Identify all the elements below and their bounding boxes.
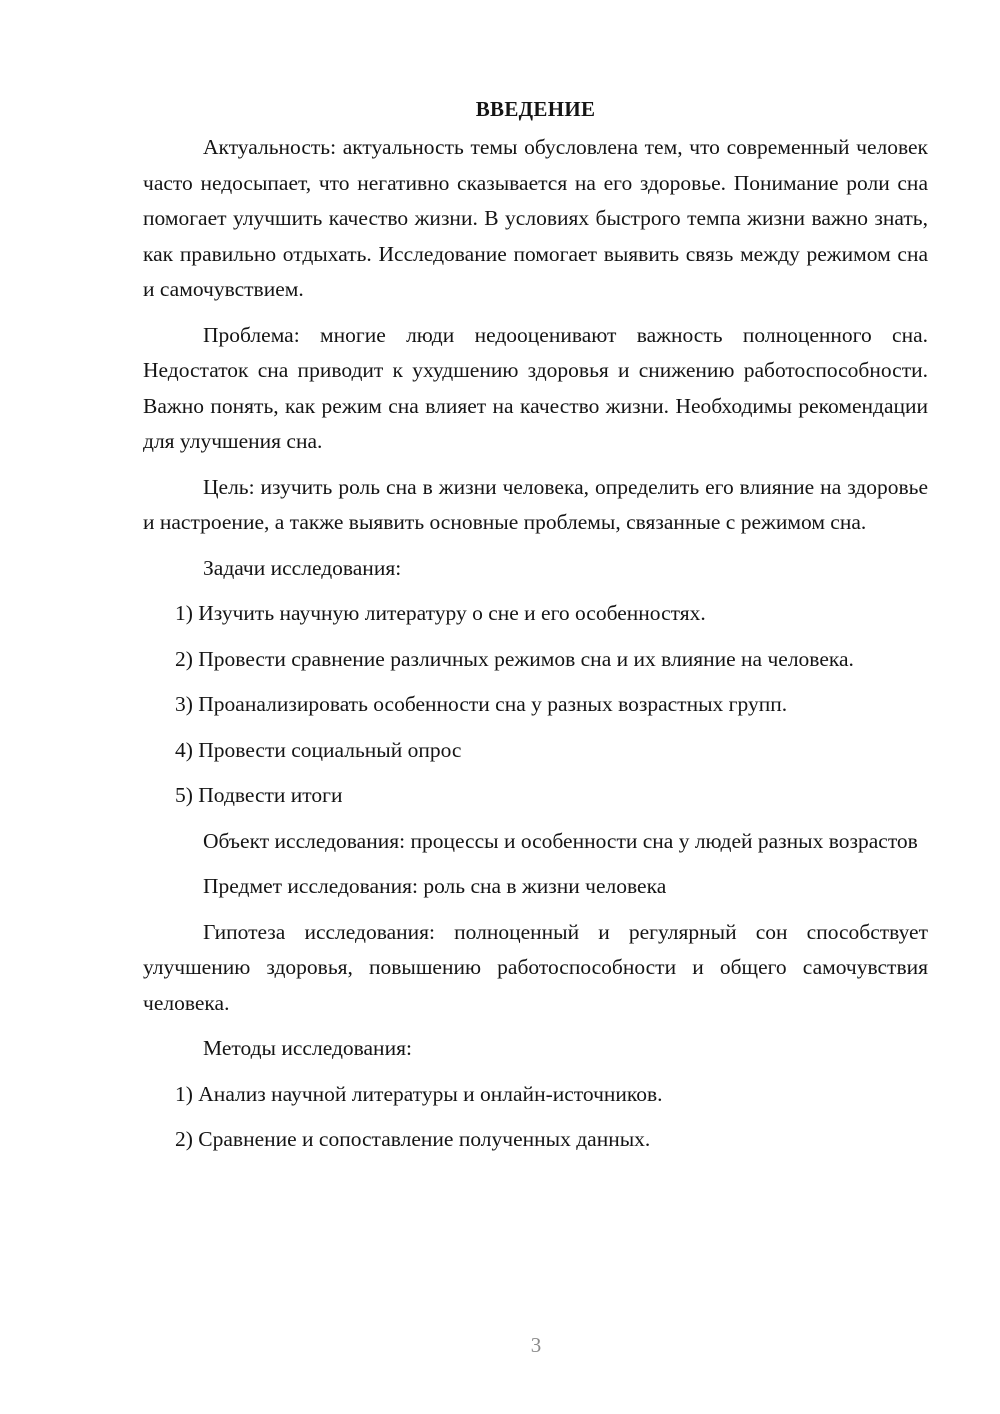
task-item: 3) Проанализировать особенности сна у разных возрастных групп.: [175, 692, 788, 716]
task-item: 2) Провести сравнение различных режимов сна и их влияние на человека.: [175, 646, 854, 671]
task-item: 5) Подвести итоги: [175, 783, 343, 807]
hypothesis-paragraph: Гипотеза исследования: полноценный и регулярный сон способствует улучшению здоровья, повышению работоспособности и общего самочувствия человека.: [143, 919, 928, 1015]
document-page: [143, 92, 928, 1158]
relevance-paragraph: Актуальность: актуальность темы обусловлена тем, что современный человек часто недосыпает, что негативно сказывается на его здоровье. Понимание роли сна помогает улучшить качество жизни. В условиях быстрого темпа жизни важно знать, как правильно отдыхать. Исследование помогает выявить связь между режимом сна и самочувствием.: [143, 135, 928, 301]
object-paragraph: Объект исследования: процессы и особенности сна у людей разных возрастов: [203, 828, 918, 853]
tasks-heading: Задачи исследования:: [203, 555, 402, 580]
method-item: 1) Анализ научной литературы и онлайн-источников.: [175, 1081, 663, 1106]
task-item: 4) Провести социальный опрос: [175, 737, 462, 762]
goal-paragraph: Цель: изучить роль сна в жизни человека, определить его влияние на здоровье и настроение, а также выявить основные проблемы, связанные с режимом сна.: [143, 474, 928, 534]
page-number: 3: [530, 1333, 542, 1357]
subject-paragraph: Предмет исследования: роль сна в жизни человека: [203, 874, 667, 898]
method-item: 2) Сравнение и сопоставление полученных данных.: [175, 1127, 651, 1151]
problem-paragraph: Проблема: многие люди недооценивают важность полноценного сна. Недостаток сна приводит к ухудшению здоровья и снижению работоспособности. Важно понять, как режим сна влияет на качество жизни. Необходимы рекомендации для улучшения сна.: [143, 322, 928, 453]
page-title: ВВЕДЕНИЕ: [475, 97, 596, 121]
methods-heading: Методы исследования:: [203, 1036, 412, 1060]
task-item: 1) Изучить научную литературу о сне и его особенностях.: [175, 601, 706, 625]
